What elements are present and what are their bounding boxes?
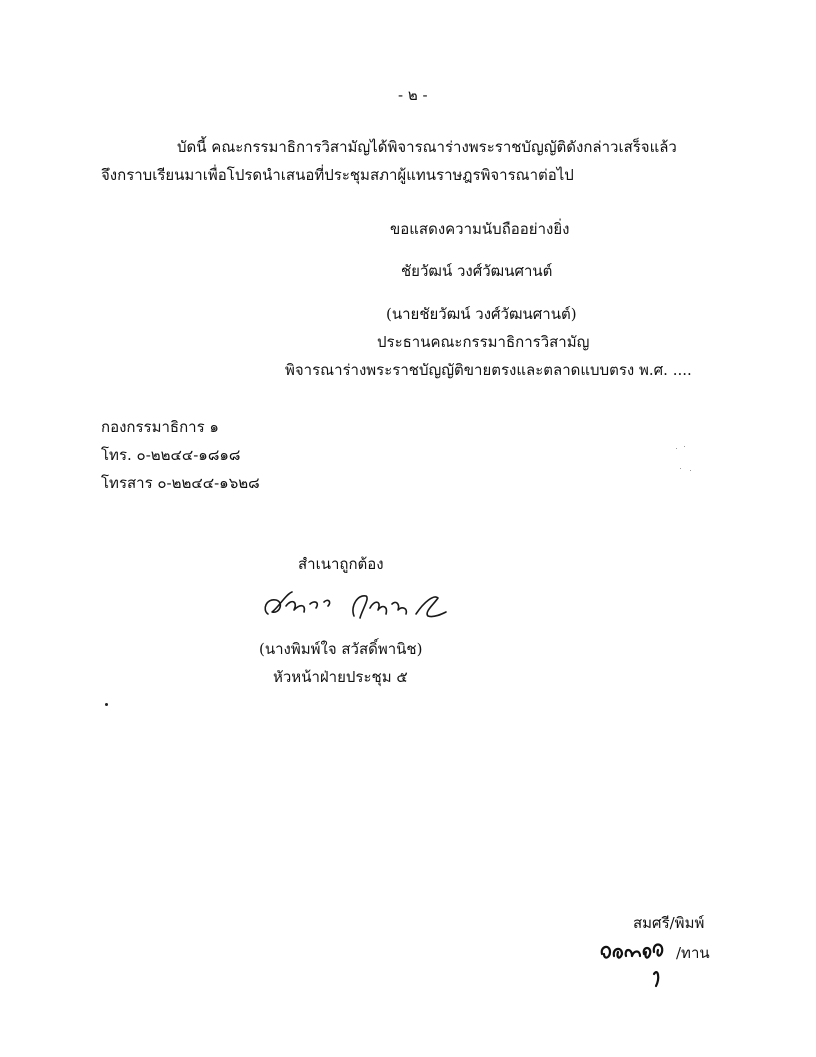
stray-mark	[105, 703, 108, 706]
signatory-full-name: (นายชัยวัฒน์ วงศ์วัฒนศานต์)	[386, 305, 577, 323]
page-number: - ๒ -	[398, 86, 428, 104]
handwritten-initials	[598, 932, 680, 990]
certifier-position: หัวหน้าฝ่ายประชุม ๕	[273, 668, 408, 686]
scan-speck	[690, 470, 691, 471]
office-fax: โทรสาร ๐-๒๒๔๔-๑๖๒๘	[101, 474, 260, 492]
certified-copy-label: สำเนาถูกต้อง	[298, 555, 384, 573]
committee-bill-title: พิจารณาร่างพระราชบัญญัติขายตรงและตลาดแบบตรง พ.ศ. ....	[285, 361, 692, 379]
office-name: กองกรรมาธิการ ๑	[101, 418, 219, 436]
scan-speck	[676, 448, 677, 449]
scan-speck	[684, 446, 685, 447]
body-paragraph-line-2: จึงกราบเรียนมาเพื่อโปรดนำเสนอที่ประชุมสภาผู้แทนราษฎรพิจารณาต่อไป	[101, 166, 574, 184]
checked-by-suffix: /ทาน	[676, 944, 710, 962]
handwritten-signature	[258, 580, 450, 628]
signatory-position: ประธานคณะกรรมาธิการวิสามัญ	[377, 333, 590, 351]
signed-name: ชัยวัฒน์ วงศ์วัฒนศานต์	[401, 262, 553, 280]
body-paragraph-line-1: บัดนี้ คณะกรรมาธิการวิสามัญได้พิจารณาร่างพระราชบัญญัติดังกล่าวเสร็จแล้ว	[177, 138, 677, 156]
certifier-name: (นางพิมพ์ใจ สวัสดิ์พานิช)	[259, 640, 423, 658]
office-phone: โทร. ๐-๒๒๔๔-๑๘๑๘	[101, 446, 241, 464]
typist-note: สมศรี/พิมพ์	[633, 914, 705, 932]
scan-speck	[680, 468, 681, 469]
closing-salutation: ขอแสดงความนับถืออย่างยิ่ง	[390, 220, 570, 238]
